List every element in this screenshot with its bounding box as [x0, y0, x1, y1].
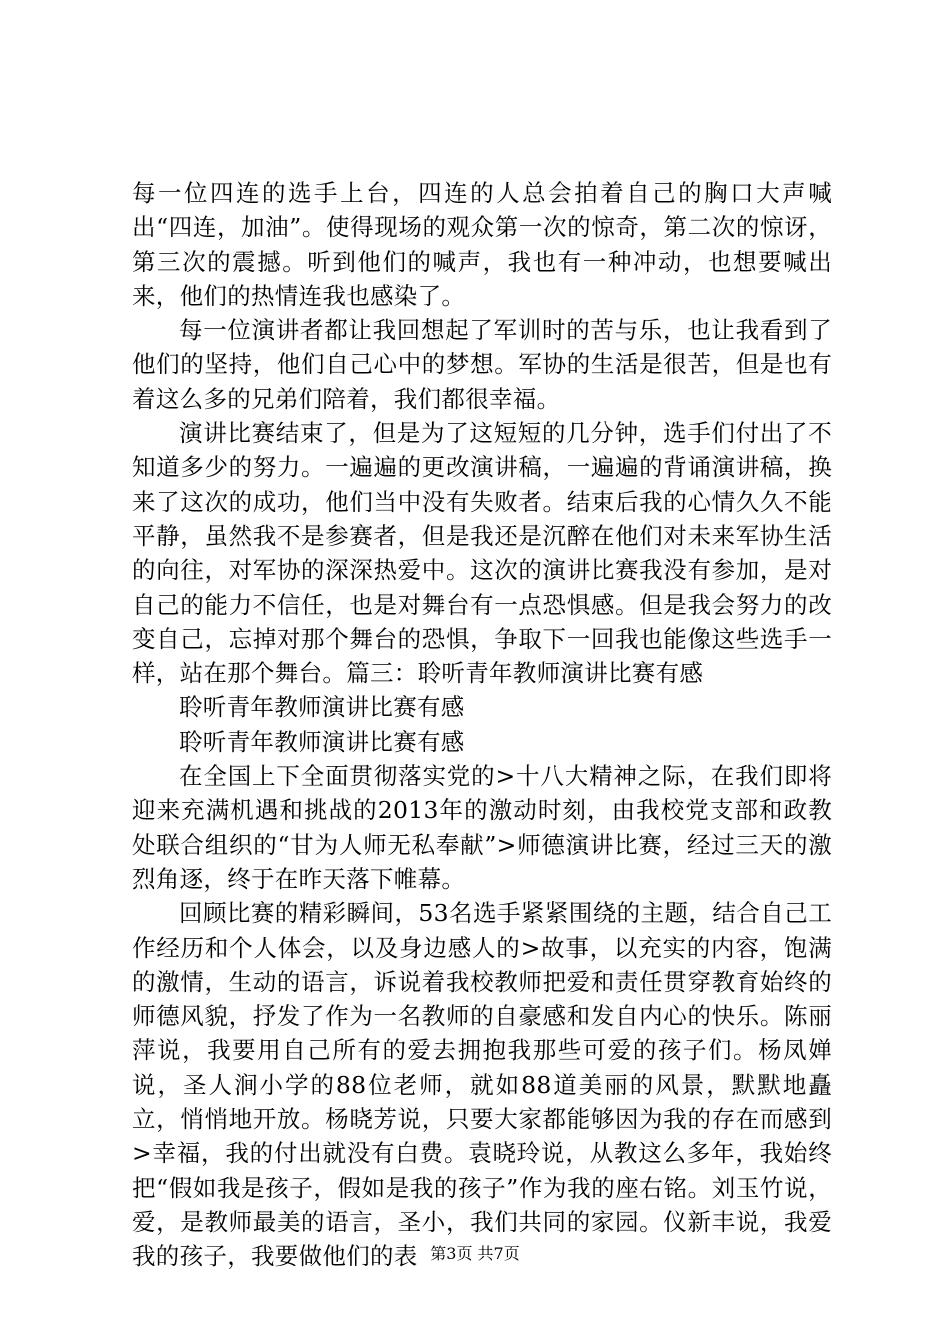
paragraph-3: 演讲比赛结束了，但是为了这短短的几分钟，选手们付出了不知道多少的努力。一遍遍的更改演讲稿，一遍遍的背诵演讲稿，换来了这次的成功，他们当中没有失败者。结束后我的心情久久不能平静，虽然我不是参赛者，但是我还是沉醉在他们对未来军协生活的向往，对军协的深深热爱中。这次的演讲比赛我没有参加，是对自己的能力不信任，也是对舞台有一点恐惧感。但是我会努力的改变自己，忘掉对那个舞台的恐惧，争取下一回我也能像这些选手一样，站在那个舞台。篇三：聆听青年教师演讲比赛有感 — [132, 419, 832, 688]
body-text — [132, 176, 832, 1274]
paragraph-1: 每一位四连的选手上台，四连的人总会拍着自己的胸口大声喊出“四连，加油”。使得现场的观众第一次的惊奇，第二次的惊讶，第三次的震撼。听到他们的喊声，我也有一种冲动，也想要喊出来，他们的热情连我也感染了。 — [132, 179, 832, 310]
page-footer: 第3页 共7页 — [430, 1244, 520, 1263]
paragraph-2: 每一位演讲者都让我回想起了军训时的苦与乐，也让我看到了他们的坚持，他们自己心中的梦想。军协的生活是很苦，但是也有着这么多的兄弟们陪着，我们都很幸福。 — [132, 316, 832, 413]
paragraph-6: 在全国上下全面贯彻落实党的>十八大精神之际，在我们即将迎来充满机遇和挑战的2013年的激动时刻，由我校党支部和政教处联合组织的“甘为人师无私奉献”>师德演讲比赛，经过三天的激烈角逐，终于在昨天落下帷幕。 — [132, 762, 832, 893]
paragraph-4-heading: 聆听青年教师演讲比赛有感 — [179, 693, 465, 722]
paragraph-5-heading: 聆听青年教师演讲比赛有感 — [179, 727, 465, 756]
paragraph-7: 回顾比赛的精彩瞬间，53名选手紧紧围绕的主题，结合自己工作经历和个人体会，以及身边感人的>故事，以充实的内容，饱满的激情，生动的语言，诉说着我校教师把爱和责任贯穿教育始终的师德风貌，抒发了作为一名教师的自豪感和发自内心的快乐。陈丽萍说，我要用自己所有的爱去拥抱我那些可爱的孩子们。杨凤婵说，圣人涧小学的88位老师，就如88道美丽的风景，默默地矗立，悄悄地开放。杨晓芳说，只要大家都能够因为我的存在而感到>幸福，我的付出就没有白费。袁晓玲说，从教这么多年，我始终把“假如我是孩子，假如是我的孩子”作为我的座右铭。刘玉竹说，爱，是教师最美的语言，圣小，我们共同的家园。仪新丰说，我爱我的孩子，我要做他们的表 — [132, 899, 832, 1271]
